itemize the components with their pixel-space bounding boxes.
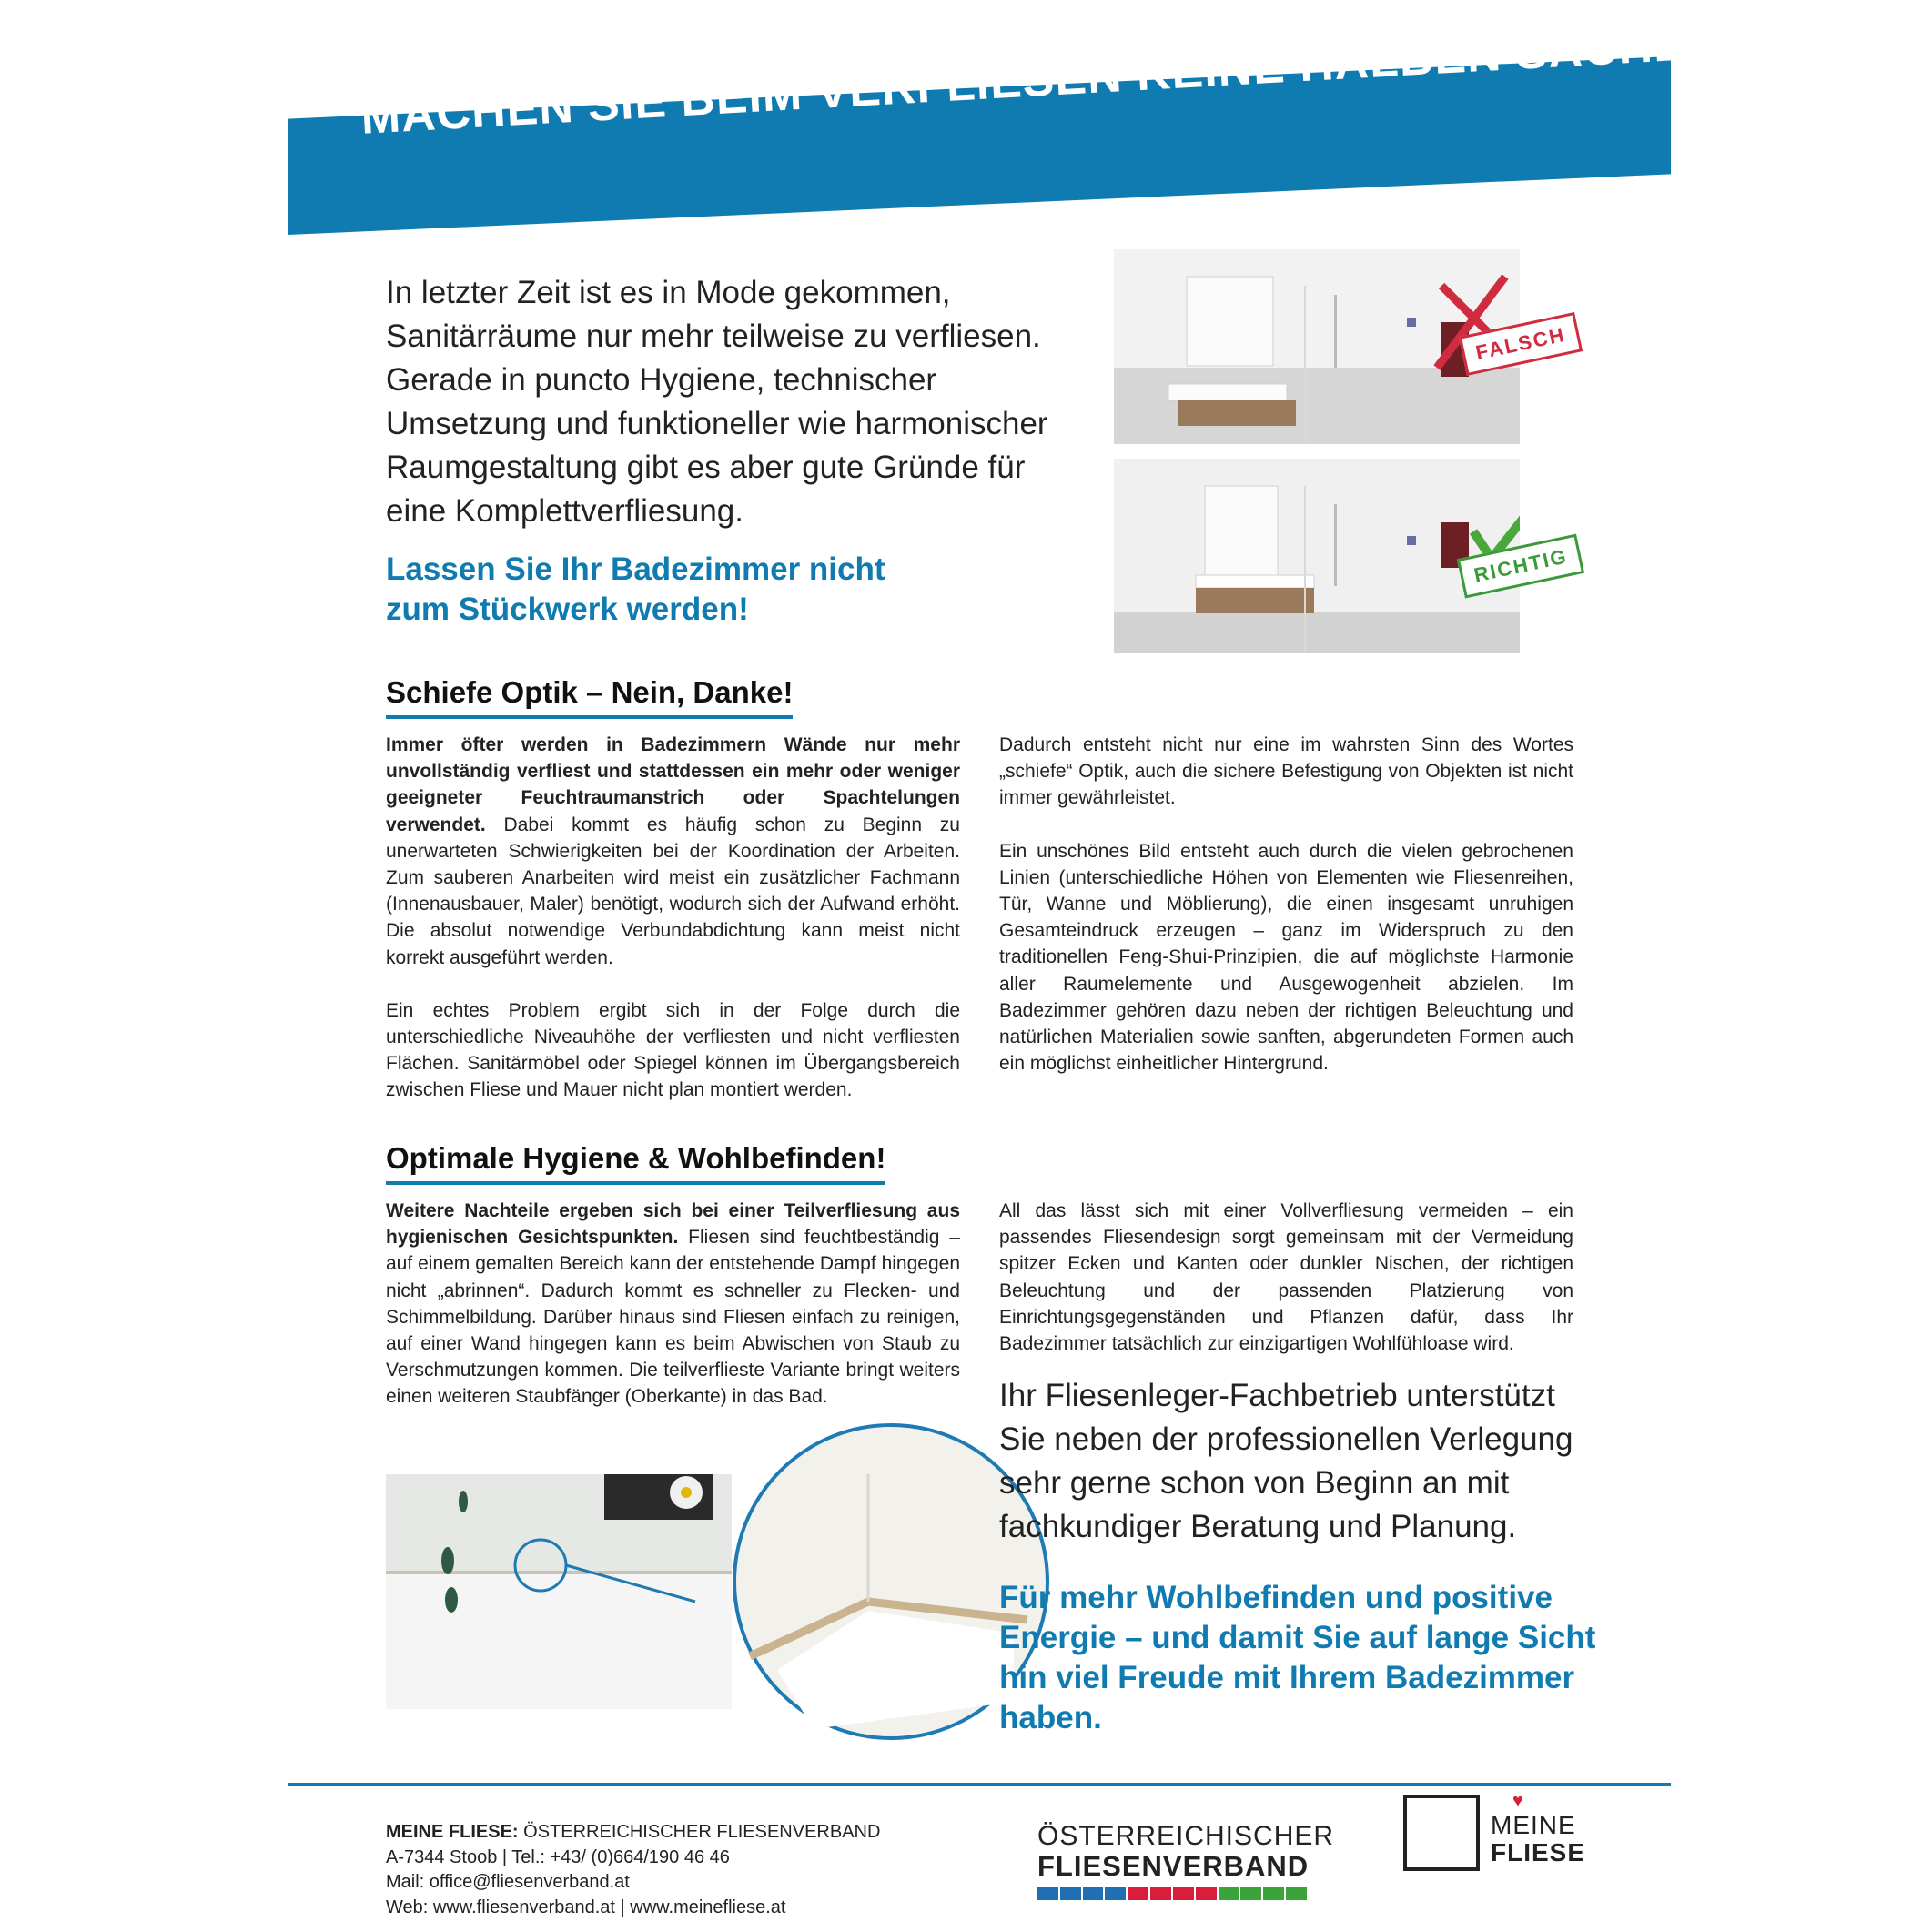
- richtig-stamp: RICHTIG: [1457, 534, 1585, 599]
- logo1-color-segment: [1263, 1887, 1284, 1900]
- bathroom-right-illustration: [1114, 459, 1520, 653]
- footer-contact: [386, 1820, 1023, 1920]
- logo1-color-segment: [1083, 1887, 1104, 1900]
- logo1-color-segment: [1240, 1887, 1261, 1900]
- slogan-line-2: zum Stückwerk werden!: [386, 592, 749, 627]
- section1-p1-rest: Dabei kommt es häufig schon zu Beginn zu unerwarteten Schwierigkeiten bei der Koordination der Arbeiten. Zum sauberen Anarbeiten wird meist ein zusätzlicher Fachmann (Innenausbauer, Maler) benötigt, wodurch sich der Aufwand erhöht. Die absolut notwendige Verbundabdichtung kann meist nicht korrekt ausgeführt werden.: [386, 814, 960, 968]
- intro-text: In letzter Zeit ist es in Mode gekommen, Sanitärräume nur mehr teilweise zu verfliesen. Gerade in puncto Hygiene, technischer Umsetzung und funktioneller wie harmonischer Raumgestaltung gibt es aber gute Gründe für eine Komplettverfliesung.: [386, 275, 1048, 529]
- logo1-line1: ÖSTERREICHISCHER: [1037, 1821, 1335, 1851]
- section1-right-column: [999, 732, 1573, 1103]
- bathroom-image-wrong: [1114, 249, 1520, 444]
- slogan: [386, 550, 932, 630]
- logo2-line1: MEINE: [1491, 1811, 1576, 1839]
- section2-left-column: [386, 1198, 960, 1437]
- fliesenverband-logo: [1037, 1821, 1335, 1900]
- heart-icon: ♥: [1512, 1791, 1523, 1811]
- footer-org-rest: ÖSTERREICHISCHER FLIESENVERBAND: [518, 1822, 881, 1842]
- section2-right-column: [999, 1198, 1573, 1383]
- footer-web[interactable]: Web: www.fliesenverband.at | www.meinefliese.at: [386, 1897, 786, 1917]
- section2-p1-bold: Weitere Nachteile ergeben sich bei einer Teilverfliesung aus hygienischen Gesichtspunkten.: [386, 1200, 960, 1249]
- meine-fliese-square: [1403, 1795, 1480, 1871]
- slogan-line-1: Lassen Sie Ihr Badezimmer nicht: [386, 551, 885, 587]
- logo1-color-segment: [1128, 1887, 1148, 1900]
- logo2-line2: FLIESE: [1491, 1838, 1586, 1866]
- section1-heading: Schiefe Optik – Nein, Danke!: [386, 675, 793, 719]
- footer-address: A-7344 Stoob | Tel.: +43/ (0)664/190 46 46: [386, 1846, 730, 1867]
- section2-heading-wrap: [386, 1141, 885, 1185]
- wall-detail-photo: [386, 1474, 1041, 1709]
- footer-org: [386, 1820, 1023, 1846]
- logo1-color-bar: [1037, 1887, 1307, 1900]
- logo1-color-segment: [1150, 1887, 1171, 1900]
- footer-divider: [288, 1783, 1671, 1786]
- falsch-stamp: FALSCH: [1459, 312, 1583, 376]
- logo1-color-segment: [1060, 1887, 1081, 1900]
- logo1-line2: FLIESENVERBAND: [1037, 1850, 1310, 1882]
- footer-org-bold: MEINE FLIESE:: [386, 1822, 519, 1842]
- page-title: MACHEN SIE BEIM VERFLIESEN KEINE HALBEN SACHEN.: [359, 15, 1736, 145]
- section2-heading: Optimale Hygiene & Wohlbefinden!: [386, 1141, 885, 1185]
- bathroom-image-right: [1114, 459, 1520, 653]
- logo1-color-segment: [1173, 1887, 1194, 1900]
- logo1-color-segment: [1196, 1887, 1217, 1900]
- section2-p1-rest: Fliesen sind feuchtbeständig – auf einem gemalten Bereich kann der entstehende Dampf hingegen nicht „abrinnen“. Dadurch kommt es schneller zu Flecken- und Schimmelbildung. Darüber hinaus sind Fliesen einfach zu reinigen, auf einer Wand hingegen kann es beim Abwischen von Staub zu Verschmutzungen kommen. Die teilverflieste Variante bringt weiters einen weiteren Staubfänger (Oberkante) in das Bad.: [386, 1227, 960, 1408]
- logo1-color-segment: [1105, 1887, 1126, 1900]
- section1-left-column: [386, 732, 960, 1130]
- section2-paragraph-1: [386, 1198, 960, 1411]
- meine-fliese-logo: [1403, 1791, 1586, 1895]
- logo1-color-segment: [1037, 1887, 1058, 1900]
- section1-p1-bold: Immer öfter werden in Badezimmern Wände nur mehr unvollständig verfliest und stattdessen ein mehr oder weniger geeigneter Feuchtraumanstrich oder Spachtelungen verwendet.: [386, 734, 960, 835]
- logo1-color-segment: [1286, 1887, 1307, 1900]
- logo1-color-segment: [1219, 1887, 1239, 1900]
- closing-highlight: Für mehr Wohlbefinden und positive Energie – und damit Sie auf lange Sicht hin viel Freude mit Ihrem Badezimmer haben.: [999, 1580, 1596, 1735]
- section1-paragraph-3: Dadurch entsteht nicht nur eine im wahrsten Sinn des Wortes „schiefe“ Optik, auch die sichere Befestigung von Objekten ist nicht immer gewährleistet.: [999, 734, 1573, 809]
- section2-paragraph-2: All das lässt sich mit einer Vollverfliesung vermeiden – ein passendes Fliesendesign sorgt gemeinsam mit der Vermeidung spitzer Ecken und Kanten oder dunkler Nischen, der richtigen Beleuchtung und der passenden Platzierung von Einrichtungsgegenständen und Pflanzen dafür, dass Ihr Badezimmer tatsächlich zur einzigartigen Wohlfühloase wird.: [999, 1200, 1573, 1355]
- footer-mail[interactable]: Mail: office@fliesenverband.at: [386, 1872, 630, 1892]
- section1-heading-wrap: [386, 675, 793, 719]
- closing-text: Ihr Fliesenleger-Fachbetrieb unterstützt Sie neben der professionellen Verlegung sehr gerne schon von Beginn an mit fachkundiger Beratung und Planung.: [999, 1378, 1573, 1544]
- wall-detail-illustration: [386, 1474, 1041, 1738]
- section1-paragraph-2: Ein echtes Problem ergibt sich in der Folge durch die unterschiedliche Niveauhöhe der verfliesten und nicht verfliesten Flächen. Sanitärmöbel oder Spiegel können im Übergangsbereich zwischen Fliese und Mauer nicht plan montiert werden.: [386, 999, 960, 1101]
- bathroom-wrong-illustration: [1114, 249, 1520, 444]
- section1-paragraph-4: Ein unschönes Bild entsteht auch durch die vielen gebrochenen Linien (unterschiedliche Höhen von Elementen wie Fliesenreihen, Tür, Wanne und Möblierung), die einen insgesamt unruhigen Gesamteindruck erzeugen – ganz im Widerspruch zu den traditionellen Feng-Shui-Prinzipien, die auf möglichste Harmonie aller Raumelemente und Ausgewogenheit abzielen. Im Badezimmer gehören dazu neben der richtigen Beleuchtung und natürlichen Materialien sowie sanften, abgerundeten Formen auch ein möglichst einheitlicher Hintergrund.: [999, 840, 1573, 1075]
- section1-paragraph-1: [386, 732, 960, 971]
